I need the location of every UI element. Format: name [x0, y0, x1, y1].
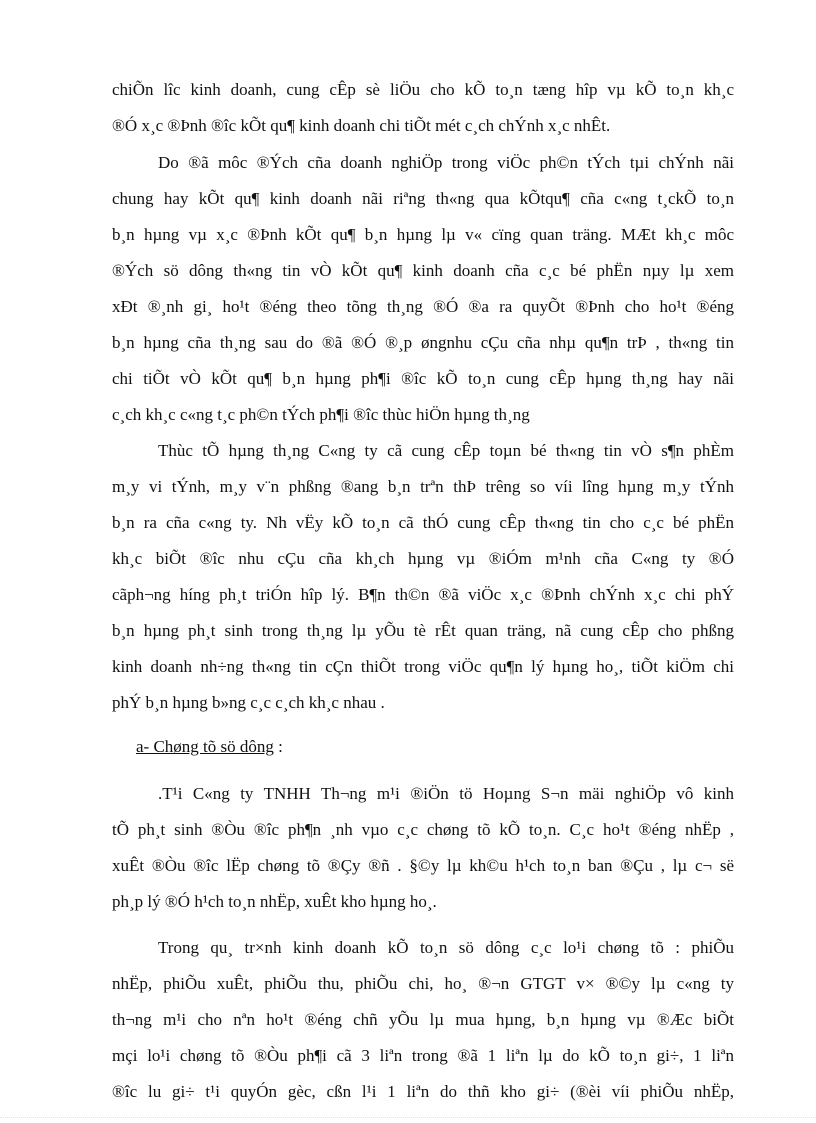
text-line: xÐt ®¸nh gi¸ ho¹t ®éng theo tõng th¸ng ®Ó ®a ra quyÕt ®Þnh cho ho¹t ®éng — [112, 297, 734, 316]
section-heading-text: a- Chøng tõ sö dông — [136, 737, 274, 756]
text-line: chung hay kÕt qu¶ kinh doanh nãi riªng th«ng qua kÕtqu¶ cña c«ng t¸ckÕ to¸n — [112, 189, 734, 208]
text-line: xuÊt ®Òu ®îc lËp chøng tõ ®Çy ®ñ . §©y lµ kh©u h¹ch to¸n ban ®Çu , lµ c¬ së — [112, 856, 734, 875]
text-line: Do ®ã môc ®Ých cña doanh nghiÖp trong viÖc ph©n tÝch tµi chÝnh nãi — [158, 153, 734, 172]
page-bottom-divider — [0, 1117, 816, 1118]
text-line: chi tiÕt vÒ kÕt qu¶ b¸n hµng ph¶i ®îc kÕ to¸n cung cÊp hµng th¸ng hay nãi — [112, 369, 734, 388]
text-line: Thùc tÕ hµng th¸ng C«ng ty cã cung cÊp toµn bé th«ng tin vÒ s¶n phÈm — [158, 441, 734, 460]
text-line: kh¸c biÕt ®îc nhu cÇu cña kh¸ch hµng vµ ®iÓm m¹nh cña C«ng ty ®Ó — [112, 549, 734, 568]
section-heading — [136, 737, 734, 757]
text-line: m¸y vi tÝnh, m¸y v¨n phßng ®ang b¸n trªn thÞ trêng so víi lîng hµng m¸y tÝnh — [112, 477, 734, 496]
text-line: .T¹i C«ng ty TNHH Th¬ng m¹i ®iÖn tö Hoµng S¬n mäi nghiÖp vô kinh — [158, 784, 734, 803]
text-line: nhËp, phiÕu xuÊt, phiÕu thu, phiÕu chi, ho¸ ®¬n GTGT v× ®©y lµ c«ng ty — [112, 974, 734, 993]
text-line: tÕ ph¸t sinh ®Òu ®îc ph¶n ¸nh vµo c¸c chøng tõ kÕ to¸n. C¸c ho¹t ®éng nhËp , — [112, 820, 734, 839]
text-line: ®îc lu gi÷ t¹i quyÓn gèc, cßn l¹i 1 liªn do thñ kho gi÷ (®èi víi phiÕu nhËp, — [112, 1082, 734, 1101]
text-line: b¸n hµng vµ x¸c ®Þnh kÕt qu¶ b¸n hµng lµ v« cïng quan träng. MÆt kh¸c môc — [112, 225, 734, 244]
text-line: b¸n hµng cña th¸ng sau do ®ã ®Ó ®¸p øngnhu cÇu cña nhµ qu¶n trÞ , th«ng tin — [112, 333, 734, 352]
text-line: c¸ch kh¸c c«ng t¸c ph©n tÝch ph¶i ®îc thùc hiÖn hµng th¸ng — [112, 405, 530, 424]
text-line: ®Ých sö dông th«ng tin vÒ kÕt qu¶ kinh doanh cña c¸c bé phËn nµy lµ xem — [112, 261, 734, 280]
text-line: ®Ó x¸c ®Þnh ®îc kÕt qu¶ kinh doanh chi tiÕt mét c¸ch chÝnh x¸c nhÊt. — [112, 116, 611, 135]
text-line: ph¸p lý ®Ó h¹ch to¸n nhËp, xuÊt kho hµng ho¸. — [112, 892, 437, 911]
text-line: b¸n ra cña c«ng ty. Nh vËy kÕ to¸n cã thÓ cung cÊp th«ng tin cho c¸c bé phËn — [112, 513, 734, 532]
text-line: kinh doanh nh÷ng th«ng tin cÇn thiÕt trong viÖc qu¶n lý hµng ho¸, tiÕt kiÖm chi — [112, 657, 734, 676]
text-line: cãph¬ng híng ph¸t triÓn hîp lý. B¶n th©n ®ã viÖc x¸c ®Þnh chÝnh x¸c chi phÝ — [112, 585, 734, 604]
text-line: phÝ b¸n hµng b»ng c¸c c¸ch kh¸c nhau . — [112, 693, 385, 712]
text-line: Trong qu¸ tr×nh kinh doanh kÕ to¸n sö dông c¸c lo¹i chøng tõ : phiÕu — [158, 938, 734, 957]
text-line: mçi lo¹i chøng tõ ®Òu ph¶i cã 3 liªn trong ®ã 1 liªn lµ do kÕ to¸n gi÷, 1 liªn — [112, 1046, 734, 1065]
text-line: b¸n hµng ph¸t sinh trong th¸ng lµ yÕu tè rÊt quan träng, nã cung cÊp cho phßng — [112, 621, 734, 640]
text-line: chiÕn lîc kinh doanh, cung cÊp sè liÖu cho kÕ to¸n tæng hîp vµ kÕ to¸n kh¸c — [112, 80, 734, 99]
section-heading-colon: : — [273, 737, 283, 756]
text-line: th¬ng m¹i cho nªn ho¹t ®éng chñ yÕu lµ mua hµng, b¸n hµng vµ ®Æc biÕt — [112, 1010, 734, 1029]
